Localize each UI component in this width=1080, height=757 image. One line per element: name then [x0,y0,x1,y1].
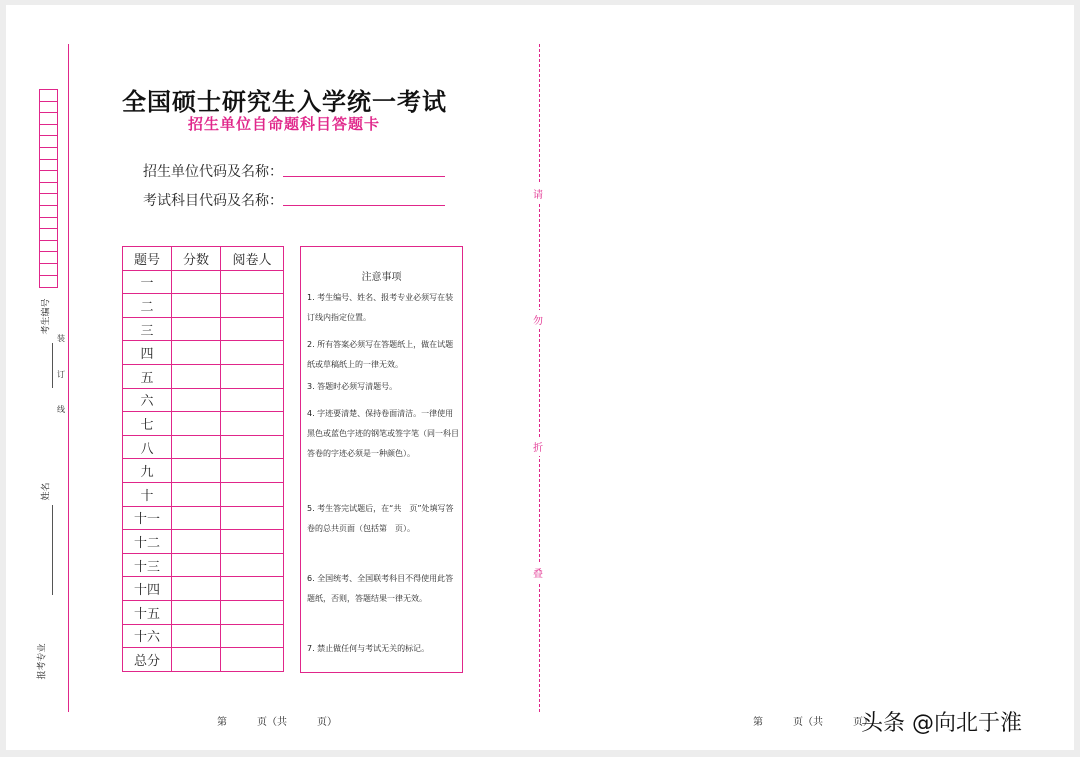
score-cell[interactable] [172,577,221,601]
grader-cell[interactable] [221,506,284,530]
fold-char: 叠 [533,563,543,582]
grader-cell[interactable] [221,530,284,554]
score-row [123,530,284,554]
question-number: 三 [123,317,172,341]
binding-xian: 线 [57,405,65,414]
score-row [123,459,284,483]
score-header-cell: 题号 [123,247,172,271]
note-item: 2. 所有答案必须写在答题纸上，做在试题纸或草稿纸上的一律无效。 [307,340,454,369]
unit-field-line[interactable] [283,176,445,177]
grader-cell[interactable] [221,553,284,577]
score-cell[interactable] [172,270,221,294]
question-number: 七 [123,412,172,436]
question-number: 九 [123,459,172,483]
score-row [123,648,284,672]
score-row [123,482,284,506]
question-number: 一 [123,270,172,294]
notes-box [300,246,463,673]
question-number: 二 [123,294,172,318]
grader-cell[interactable] [221,341,284,365]
question-number: 十二 [123,530,172,554]
question-number: 五 [123,364,172,388]
grader-cell[interactable] [221,624,284,648]
score-cell[interactable] [172,553,221,577]
score-row [123,577,284,601]
score-cell[interactable] [172,364,221,388]
score-row [123,624,284,648]
score-header-cell: 分数 [172,247,221,271]
binding-zhuang: 装 [57,334,65,343]
unit-field-label: 招生单位代码及名称： [143,164,283,180]
page-footer-left: 第 页（共 页） [217,717,337,728]
exam-no-blank[interactable] [52,343,53,388]
score-row [123,412,284,436]
page-title: 全国硕士研究生入学统一考试 [122,87,447,116]
score-row [123,317,284,341]
page-footer-right: 第 页（共 页） [753,717,873,728]
question-number: 总分 [123,648,172,672]
score-row [123,270,284,294]
score-cell[interactable] [172,600,221,624]
subject-field-label: 考试科目代码及名称： [143,193,283,209]
question-number: 十 [123,482,172,506]
score-cell[interactable] [172,412,221,436]
score-row [123,294,284,318]
grader-cell[interactable] [221,317,284,341]
note-item: 5. 考生答完试题后，在“共 页”处填写答卷的总共页面（包括第 页）。 [307,504,454,533]
notes-title: 注意事项 [361,272,402,283]
name-label: 姓名 [41,482,52,501]
exam-no-label: 考生编号 [41,298,52,335]
note-item: 6. 全国统考、全国联考科目不得使用此答题纸，否则，答题结果一律无效。 [307,574,454,603]
fold-char: 勿 [533,310,543,329]
fold-char: 请 [533,184,543,203]
note-item: 3. 答题时必须写清题号。 [307,382,398,391]
score-row [123,388,284,412]
score-cell[interactable] [172,388,221,412]
score-row [123,364,284,388]
note-item: 7. 禁止做任何与考试无关的标记。 [307,644,430,653]
score-row [123,435,284,459]
note-item: 1. 考生编号、姓名、报考专业必须写在装订线内指定位置。 [307,293,454,322]
score-row [123,553,284,577]
score-header-row [123,247,284,271]
score-cell[interactable] [172,506,221,530]
fold-line [539,44,540,712]
question-number: 十六 [123,624,172,648]
question-number: 四 [123,341,172,365]
score-cell[interactable] [172,435,221,459]
binding-line [68,44,69,712]
score-header-cell: 阅卷人 [221,247,284,271]
score-cell[interactable] [172,341,221,365]
grader-cell[interactable] [221,600,284,624]
score-table [122,246,284,672]
score-cell[interactable] [172,624,221,648]
grader-cell[interactable] [221,648,284,672]
grader-cell[interactable] [221,364,284,388]
grader-cell[interactable] [221,459,284,483]
score-cell[interactable] [172,317,221,341]
question-number: 十一 [123,506,172,530]
note-item: 4. 字迹要清楚、保持卷面清洁。一律使用黑色或蓝色字迹的钢笔或签字笔（同一科目答卷的字迹必须是一种颜色）。 [307,409,459,458]
score-cell[interactable] [172,530,221,554]
binding-ding: 订 [57,370,65,379]
score-row [123,341,284,365]
exam-number-grid[interactable] [39,89,58,288]
grader-cell[interactable] [221,435,284,459]
question-number: 十五 [123,600,172,624]
subject-field-line[interactable] [283,205,445,206]
grader-cell[interactable] [221,294,284,318]
major-label: 报考专业 [37,643,48,680]
question-number: 八 [123,435,172,459]
score-cell[interactable] [172,459,221,483]
score-cell[interactable] [172,482,221,506]
page-subtitle: 招生单位自命题科目答题卡 [188,115,381,133]
grader-cell[interactable] [221,412,284,436]
grader-cell[interactable] [221,270,284,294]
score-row [123,506,284,530]
grader-cell[interactable] [221,388,284,412]
name-blank[interactable] [52,505,53,595]
grader-cell[interactable] [221,577,284,601]
watermark: 头条 @向北于淮 [861,711,1022,736]
question-number: 十三 [123,553,172,577]
question-number: 六 [123,388,172,412]
fold-char: 折 [533,437,543,456]
grader-cell[interactable] [221,482,284,506]
score-cell[interactable] [172,294,221,318]
score-cell[interactable] [172,648,221,672]
score-row [123,600,284,624]
question-number: 十四 [123,577,172,601]
